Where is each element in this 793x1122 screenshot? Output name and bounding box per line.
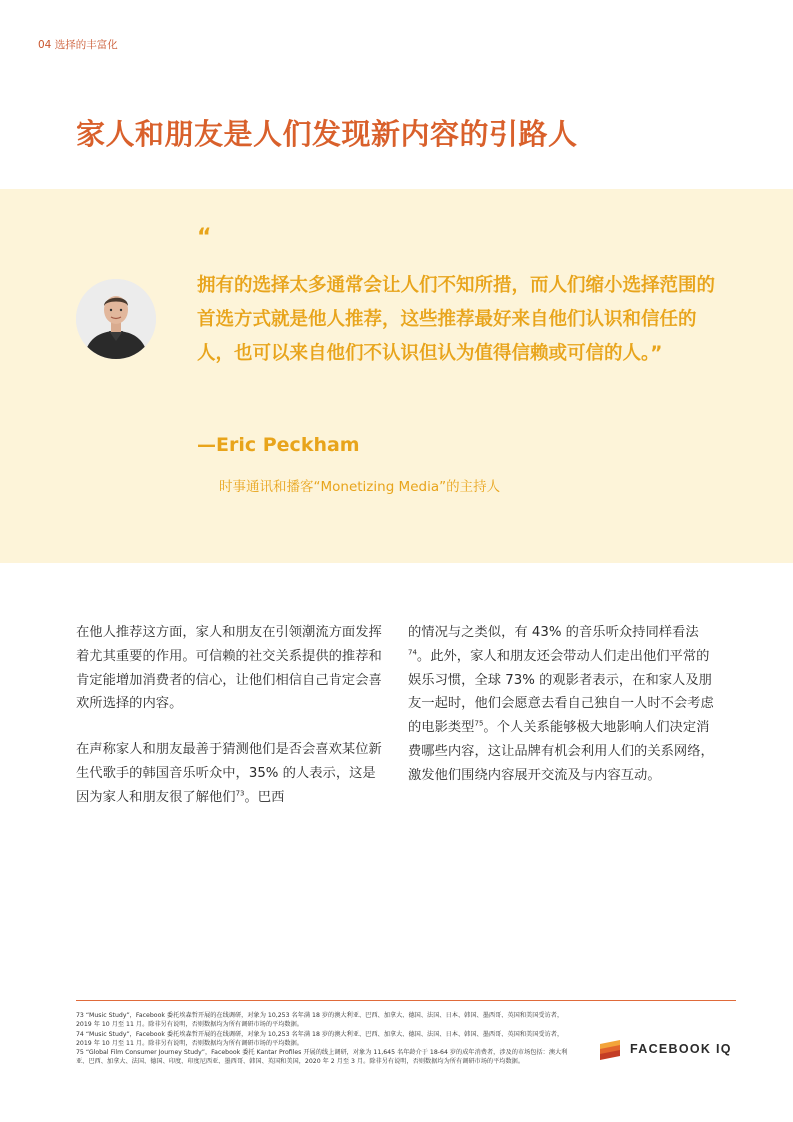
brand-name: FACEBOOK IQ bbox=[630, 1042, 732, 1056]
body-column-right bbox=[408, 621, 718, 810]
body-text: 在声称家人和朋友最善于猜测他们是否会喜欢某位新生代歌手的韩国音乐听众中，35% 的人表示，这是因为家人和朋友很了解他们 bbox=[76, 742, 382, 805]
footnote-item: 73 “Music Study”，Facebook 委托埃森哲开展的在线调研，对象为 10,253 名年满 18 岁的澳大利亚、巴西、加拿大、德国、法国、日本、韩国、墨西哥、英国和美国受访者，2019 年 10 月至 11 月。除非另有说明，否则数据均为所有调研市场的平均数据。 bbox=[76, 1012, 564, 1029]
footnote-item: 75 “Global Film Consumer Journey Study”，Facebook 委托 Kantar Profiles 开展的线上调研，对象为 11,645 名年龄介于 18-64 岁的成年消费者，涉及的市场包括：澳大利亚、巴西、加拿大、法国、德国、印度、印度尼西亚、墨西哥、韩国、英国和美国，2020 年 2 月至 3 月。除非另有说明，否则数据均为所有调研市场的平均数据。 bbox=[76, 1049, 568, 1066]
quote-author-role: 时事通讯和播客“Monetizing Media”的主持人 bbox=[219, 479, 501, 495]
footnote-ref: 74 bbox=[408, 648, 417, 657]
page-title: 家人和朋友是人们发现新内容的引路人 bbox=[76, 117, 578, 151]
quote-mark: “ bbox=[197, 225, 212, 250]
body-text: 。巴西 bbox=[244, 789, 285, 805]
body-paragraph bbox=[408, 621, 718, 788]
quote-panel bbox=[0, 189, 793, 563]
body-column-left bbox=[76, 621, 386, 832]
footnote-divider bbox=[76, 1000, 736, 1001]
person-portrait-icon bbox=[76, 279, 156, 359]
section-label: 04 选择的丰富化 bbox=[38, 39, 118, 51]
facebook-iq-logo-icon bbox=[598, 1037, 622, 1061]
quote-text: 拥有的选择太多通常会让人们不知所措，而人们缩小选择范围的首选方式就是他人推荐，这些推荐最好来自他们认识和信任的人，也可以来自他们不认识但认为值得信赖或可信的人。” bbox=[197, 275, 716, 364]
brand-logo bbox=[598, 1037, 732, 1061]
footnote-ref: 75 bbox=[474, 719, 484, 728]
body-paragraph: 在他人推荐这方面，家人和朋友在引领潮流方面发挥着尤其重要的作用。可信赖的社交关系提供的推荐和肯定能增加消费者的信心，让他们相信自己肯定会喜欢所选择的内容。 bbox=[76, 625, 382, 712]
body-text: 。个人关系能够极大地影响人们决定消费哪些内容，这让品牌有机会利用人们的关系网络，激发他们围绕内容展开交流及与内容互动。 bbox=[408, 720, 714, 783]
avatar bbox=[76, 279, 156, 359]
body-text: 的情况与之类似，有 43% 的音乐听众持同样看法 bbox=[408, 625, 699, 640]
body-text: 。此外，家人和朋友还会带动人们走出他们平常的娱乐习惯，全球 73% 的观影者表示，在和家人及朋友一起时，他们会愿意去看自己独自一人时不会考虑的电影类型 bbox=[408, 648, 714, 736]
body-paragraph bbox=[76, 738, 386, 809]
quote-author: —Eric Peckham bbox=[197, 434, 360, 456]
footnote-ref: 73 bbox=[235, 789, 245, 798]
footnotes bbox=[76, 1011, 576, 1067]
footnote-item: 74 “Music Study”，Facebook 委托埃森哲开展的在线调研，对象为 10,253 名年满 18 岁的澳大利亚、巴西、加拿大、德国、法国、日本、韩国、墨西哥、英国和美国受访者，2019 年 10 月至 11 月。除非另有说明，否则数据均为所有调研市场的平均数据。 bbox=[76, 1030, 564, 1047]
